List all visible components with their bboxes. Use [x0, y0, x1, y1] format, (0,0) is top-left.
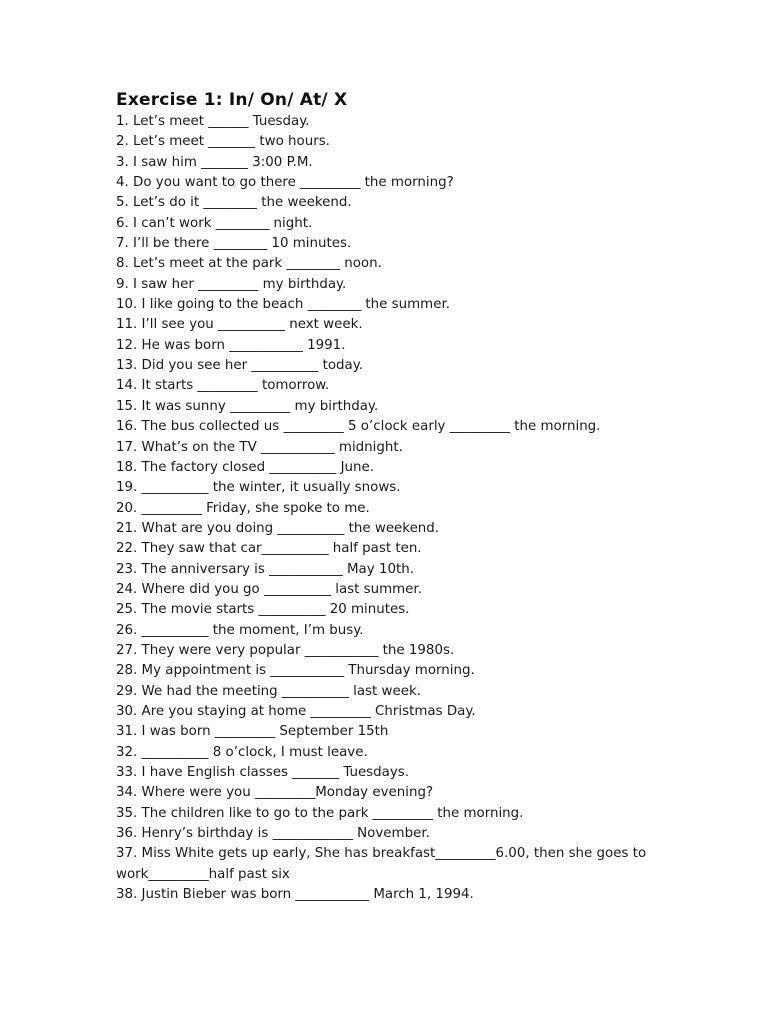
list-item: 23. The anniversary is ___________ May 10th.: [116, 561, 414, 577]
list-item: 1. Let’s meet ______ Tuesday.: [116, 114, 310, 129]
list-item: 9. I saw her _________ my birthday.: [116, 276, 347, 292]
list-item: 11. I’ll see you __________ next week.: [116, 317, 363, 333]
worksheet: [116, 88, 676, 905]
list-item: 18. The factory closed __________ June.: [116, 459, 374, 475]
list-item: 29. We had the meeting __________ last week.: [116, 683, 421, 699]
list-item: 13. Did you see her __________ today.: [116, 358, 364, 374]
list-item: 26. __________ the moment, I’m busy.: [116, 622, 364, 638]
list-item: 10. I like going to the beach ________ the summer.: [116, 297, 450, 313]
exercise-list: [116, 112, 676, 905]
list-item: 7. I’ll be there ________ 10 minutes.: [116, 236, 352, 252]
list-item: 12. He was born ___________ 1991.: [116, 337, 346, 353]
list-item: 31. I was born _________ September 15th: [116, 724, 389, 740]
list-item: 4. Do you want to go there _________ the morning?: [116, 175, 454, 191]
list-item: 37. Miss White gets up early, She has breakfast_________6.00, then she goes to work_________half past six: [116, 846, 651, 882]
list-item: 19. __________ the winter, it usually snows.: [116, 480, 401, 496]
list-item: 27. They were very popular ___________ the 1980s.: [116, 642, 455, 658]
list-item: 33. I have English classes _______ Tuesdays.: [116, 765, 410, 780]
list-item: 24. Where did you go __________ last summer.: [116, 581, 422, 597]
list-item: 22. They saw that car__________ half past ten.: [116, 541, 422, 557]
list-item: 17. What’s on the TV ___________ midnight.: [116, 439, 403, 455]
list-item: 5. Let’s do it ________ the weekend.: [116, 195, 352, 211]
list-item: 6. I can’t work ________ night.: [116, 215, 313, 231]
list-item: 3. I saw him _______ 3:00 P.M.: [116, 154, 313, 170]
list-item: 16. The bus collected us _________ 5 o’clock early _________ the morning.: [116, 419, 601, 435]
list-item: 28. My appointment is ___________ Thursday morning.: [116, 663, 475, 679]
list-item: 35. The children like to go to the park _________ the morning.: [116, 805, 524, 821]
list-item: 14. It starts _________ tomorrow.: [116, 378, 330, 394]
list-item: 15. It was sunny _________ my birthday.: [116, 398, 379, 414]
list-item: 25. The movie starts __________ 20 minutes.: [116, 602, 410, 618]
list-item: 21. What are you doing __________ the weekend.: [116, 520, 440, 536]
exercise-title: Exercise 1: In/ On/ At/ X: [116, 90, 348, 110]
list-item: 32. __________ 8 o’clock, I must leave.: [116, 744, 368, 760]
list-item: 36. Henry’s birthday is ____________ November.: [116, 826, 430, 842]
list-item: 34. Where were you _________Monday evening?: [116, 785, 434, 801]
list-item: 20. _________ Friday, she spoke to me.: [116, 500, 370, 516]
list-item: 38. Justin Bieber was born ___________ March 1, 1994.: [116, 887, 474, 903]
list-item: 30. Are you staying at home _________ Christmas Day.: [116, 703, 476, 719]
list-item: 2. Let’s meet _______ two hours.: [116, 134, 330, 150]
list-item: 8. Let’s meet at the park ________ noon.: [116, 256, 382, 272]
